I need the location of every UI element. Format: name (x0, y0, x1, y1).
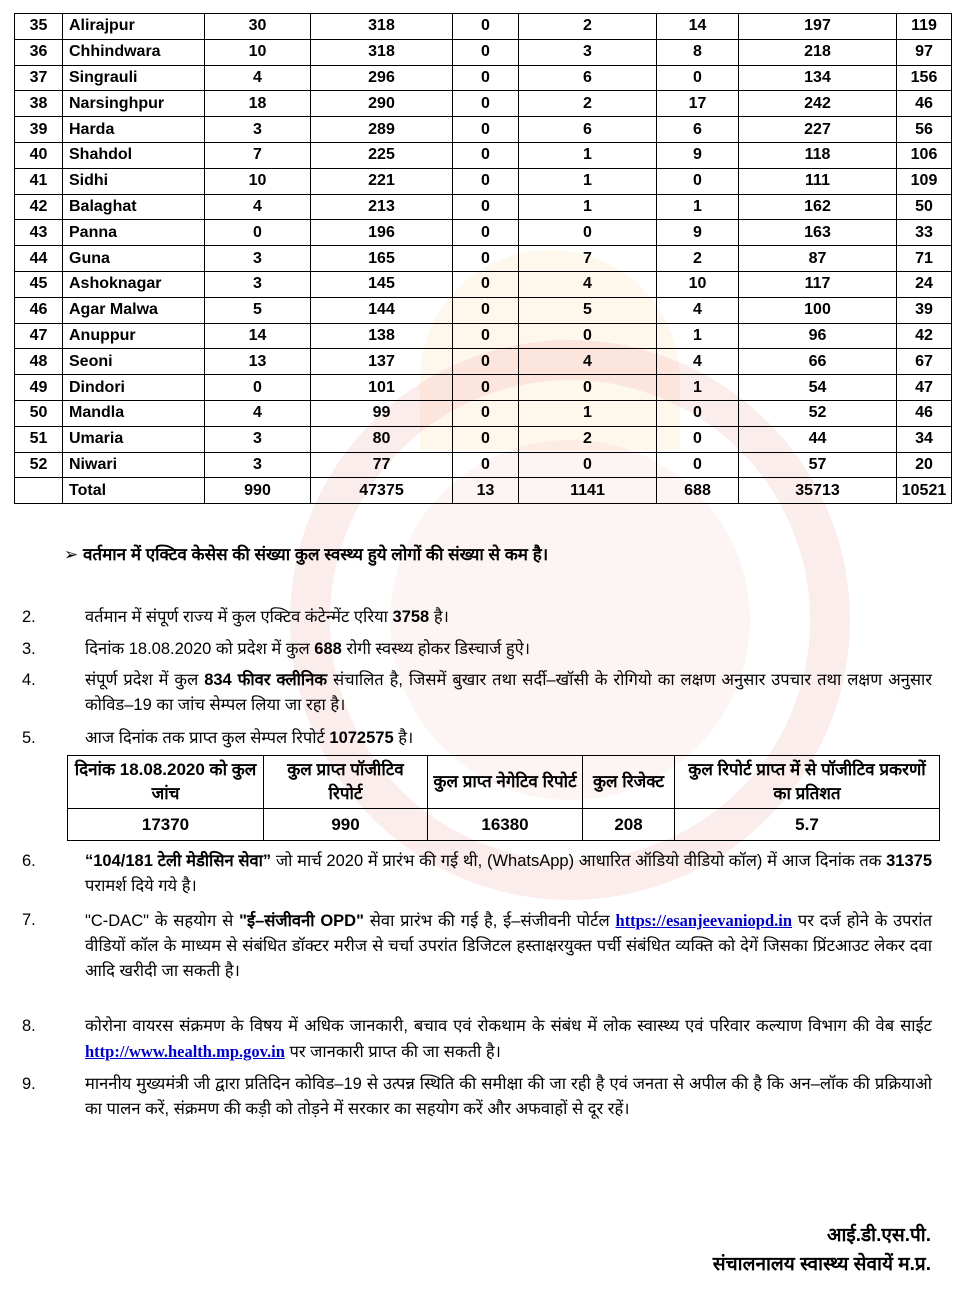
summary-header: कुल रिपोर्ट प्राप्त में से पॉजीटिव प्रकरणों का प्रतिशत (675, 756, 940, 809)
value-cell: 165 (311, 246, 453, 272)
value-cell: 4 (657, 349, 739, 375)
point-text: कोरोना वायरस संक्रमण के विषय में अधिक जानकारी, बचाव एवं रोकथाम के संबंध में लोक स्वास्थ्य एवं परिवार कल्याण विभाग की वेब साईट (85, 1017, 932, 1035)
serial-cell: 35 (15, 14, 63, 40)
table-row (15, 349, 952, 375)
district-name-cell: Umaria (63, 426, 205, 452)
value-cell: 227 (739, 117, 897, 143)
point-bold: "ई–संजीवनी OPD" (239, 912, 364, 930)
point-number: 9. (22, 1075, 36, 1093)
district-name-cell: Shahdol (63, 142, 205, 168)
value-cell: 3 (205, 246, 311, 272)
value-cell: 4 (205, 65, 311, 91)
serial-cell: 39 (15, 117, 63, 143)
value-cell: 4 (519, 271, 657, 297)
value-cell: 10 (657, 271, 739, 297)
value-cell: 221 (311, 168, 453, 194)
value-cell: 47375 (311, 478, 453, 504)
value-cell: 1 (519, 168, 657, 194)
serial-cell: 50 (15, 400, 63, 426)
table-row (15, 168, 952, 194)
point-text: "C-DAC" के सहयोग से (85, 912, 240, 930)
value-cell: 145 (311, 271, 453, 297)
point-number: 8. (22, 1017, 36, 1035)
value-cell: 0 (657, 65, 739, 91)
value-cell: 87 (739, 246, 897, 272)
serial-cell: 49 (15, 375, 63, 401)
value-cell: 66 (739, 349, 897, 375)
district-name-cell: Total (63, 478, 205, 504)
value-cell: 10521 (897, 478, 952, 504)
value-cell: 4 (205, 194, 311, 220)
value-cell: 218 (739, 39, 897, 65)
value-cell: 0 (519, 375, 657, 401)
value-cell: 5 (519, 297, 657, 323)
value-cell: 46 (897, 400, 952, 426)
value-cell: 163 (739, 220, 897, 246)
table-row (15, 39, 952, 65)
value-cell: 1 (657, 375, 739, 401)
summary-header: कुल प्राप्त नेगेटिव रिपोर्ट (428, 756, 583, 809)
value-cell: 3 (205, 426, 311, 452)
value-cell: 7 (519, 246, 657, 272)
value-cell: 290 (311, 91, 453, 117)
value-cell: 2 (519, 91, 657, 117)
district-name-cell: Balaghat (63, 194, 205, 220)
value-cell: 10 (205, 39, 311, 65)
value-cell: 0 (453, 349, 519, 375)
point-text: है। (429, 608, 449, 626)
value-cell: 6 (519, 117, 657, 143)
value-cell: 3 (205, 117, 311, 143)
signature-directorate: संचालनालय स्वास्थ्य सेवायें म.प्र. (712, 1254, 931, 1275)
district-name-cell: Niwari (63, 452, 205, 478)
value-cell: 13 (205, 349, 311, 375)
value-cell: 196 (311, 220, 453, 246)
point-text: आज दिनांक तक प्राप्त कुल सेम्पल रिपोर्ट (85, 729, 330, 747)
summary-value: 17370 (68, 809, 264, 841)
value-cell: 109 (897, 168, 952, 194)
table-row (15, 91, 952, 117)
value-cell: 0 (453, 14, 519, 40)
summary-table (67, 755, 940, 841)
value-cell: 0 (453, 117, 519, 143)
district-name-cell: Anuppur (63, 323, 205, 349)
point-number: 2. (22, 608, 36, 626)
value-cell: 47 (897, 375, 952, 401)
value-cell: 117 (739, 271, 897, 297)
value-cell: 0 (453, 452, 519, 478)
value-cell: 0 (657, 426, 739, 452)
district-name-cell: Panna (63, 220, 205, 246)
table-row (15, 400, 952, 426)
summary-header: कुल रिजेक्ट (583, 756, 675, 809)
table-row (15, 297, 952, 323)
point-text: पर जानकारी प्राप्त की जा सकती है। (284, 1043, 501, 1061)
value-cell: 71 (897, 246, 952, 272)
point-text: परामर्श दिये गये है। (85, 877, 197, 895)
value-cell: 30 (205, 14, 311, 40)
serial-cell: 52 (15, 452, 63, 478)
value-cell: 42 (897, 323, 952, 349)
value-cell: 0 (205, 220, 311, 246)
table-row (15, 117, 952, 143)
value-cell: 106 (897, 142, 952, 168)
point-bold: “104/181 टेली मेडीसिन सेवा” (85, 852, 272, 870)
value-cell: 8 (657, 39, 739, 65)
value-cell: 18 (205, 91, 311, 117)
table-row (15, 14, 952, 40)
value-cell: 4 (519, 349, 657, 375)
value-cell: 10 (205, 168, 311, 194)
point-number: 7. (22, 911, 36, 929)
serial-cell: 41 (15, 168, 63, 194)
value-cell: 97 (897, 39, 952, 65)
value-cell: 14 (657, 14, 739, 40)
point-bold: 31375 (886, 852, 933, 870)
value-cell: 0 (453, 246, 519, 272)
district-name-cell: Ashoknagar (63, 271, 205, 297)
value-cell: 77 (311, 452, 453, 478)
value-cell: 4 (657, 297, 739, 323)
value-cell: 6 (519, 65, 657, 91)
value-cell: 0 (453, 426, 519, 452)
value-cell: 137 (311, 349, 453, 375)
value-cell: 990 (205, 478, 311, 504)
district-name-cell: Dindori (63, 375, 205, 401)
value-cell: 54 (739, 375, 897, 401)
value-cell: 134 (739, 65, 897, 91)
value-cell: 144 (311, 297, 453, 323)
note-active-cases: ➢ वर्तमान में एक्टिव केसेस की संख्या कुल स्वस्थ्य हुये लोगों की संख्या से कम है। (64, 545, 549, 564)
serial-cell: 47 (15, 323, 63, 349)
serial-cell: 38 (15, 91, 63, 117)
district-table-body (15, 14, 952, 504)
point-text: संचालित है, जिसमें बुखार तथा सर्दी–खॉसी के रोगियो का लक्षण अनुसार उपचार तथा लक्षण अनुसार कोविड–19 का जांच सेम्पल लिया जा रहा है। (85, 671, 933, 714)
serial-cell: 48 (15, 349, 63, 375)
serial-cell: 42 (15, 194, 63, 220)
table-row (15, 323, 952, 349)
district-name-cell: Sidhi (63, 168, 205, 194)
value-cell: 9 (657, 220, 739, 246)
value-cell: 1 (657, 194, 739, 220)
value-cell: 14 (205, 323, 311, 349)
value-cell: 0 (453, 39, 519, 65)
value-cell: 162 (739, 194, 897, 220)
value-cell: 0 (453, 65, 519, 91)
serial-cell: 45 (15, 271, 63, 297)
value-cell: 225 (311, 142, 453, 168)
value-cell: 242 (739, 91, 897, 117)
value-cell: 0 (519, 323, 657, 349)
value-cell: 20 (897, 452, 952, 478)
value-cell: 17 (657, 91, 739, 117)
district-name-cell: Singrauli (63, 65, 205, 91)
value-cell: 4 (205, 400, 311, 426)
value-cell: 34 (897, 426, 952, 452)
district-name-cell: Chhindwara (63, 39, 205, 65)
summary-header: दिनांक 18.08.2020 को कुल जांच (68, 756, 264, 809)
table-row (15, 426, 952, 452)
value-cell: 3 (205, 271, 311, 297)
value-cell: 213 (311, 194, 453, 220)
value-cell: 35713 (739, 478, 897, 504)
table-row (15, 220, 952, 246)
serial-cell: 51 (15, 426, 63, 452)
value-cell: 0 (453, 220, 519, 246)
value-cell: 1 (657, 323, 739, 349)
serial-cell: 44 (15, 246, 63, 272)
value-cell: 46 (897, 91, 952, 117)
value-cell: 0 (453, 142, 519, 168)
value-cell: 0 (453, 323, 519, 349)
value-cell: 0 (453, 168, 519, 194)
value-cell: 6 (657, 117, 739, 143)
value-cell: 0 (453, 375, 519, 401)
serial-cell: 36 (15, 39, 63, 65)
point-text: पर दर्ज होने के उपरांत वीडियों कॉल के माध्यम से संबंधित डॉक्टर मरीज से चर्चा उपरांत डिजिटल हस्ताक्षरयुक्त पर्ची संबंधित व्यक्ति को देगें जिसका प्रिंटआउट लेकर दवा आदि खरीदी जा सकती है। (85, 912, 932, 980)
point-text: माननीय मुख्यमंत्री जी द्वारा प्रतिदिन कोविड–19 से उत्पन्न स्थिति की समीक्षा की जा रही है एवं जनता से अपील की है कि अन–लॉक की प्रक्रियाओ का पालन करें, संक्रमण की कड़ी को तोड़ने में सरकार का सहयोग करें और अफवाहों से दूर रहें। (85, 1075, 932, 1118)
table-row (15, 271, 952, 297)
table-row (15, 246, 952, 272)
district-name-cell: Narsinghpur (63, 91, 205, 117)
point-text: दिनांक 18.08.2020 को प्रदेश में कुल (85, 640, 315, 658)
value-cell: 0 (453, 400, 519, 426)
district-table (14, 13, 952, 504)
value-cell: 318 (311, 39, 453, 65)
summary-value: 208 (583, 809, 675, 841)
value-cell: 0 (453, 91, 519, 117)
table-row (15, 65, 952, 91)
value-cell: 67 (897, 349, 952, 375)
value-cell: 56 (897, 117, 952, 143)
value-cell: 96 (739, 323, 897, 349)
district-name-cell: Seoni (63, 349, 205, 375)
value-cell: 111 (739, 168, 897, 194)
value-cell: 5 (205, 297, 311, 323)
value-cell: 13 (453, 478, 519, 504)
value-cell: 1141 (519, 478, 657, 504)
serial-cell: 37 (15, 65, 63, 91)
district-name-cell: Harda (63, 117, 205, 143)
point-number: 4. (22, 671, 36, 689)
value-cell: 0 (453, 194, 519, 220)
table-row (15, 452, 952, 478)
value-cell: 0 (453, 297, 519, 323)
value-cell: 44 (739, 426, 897, 452)
point-number: 6. (22, 852, 36, 870)
district-name-cell: Alirajpur (63, 14, 205, 40)
value-cell: 1 (519, 194, 657, 220)
value-cell: 0 (519, 452, 657, 478)
signature-idsp: आई.डी.एस.पी. (826, 1225, 931, 1246)
point-number: 3. (22, 640, 36, 658)
value-cell: 119 (897, 14, 952, 40)
value-cell: 0 (657, 400, 739, 426)
district-name-cell: Mandla (63, 400, 205, 426)
point-text: रोगी स्वस्थ्य होकर डिस्चार्ज हुऐ। (341, 640, 531, 658)
serial-cell: 40 (15, 142, 63, 168)
serial-cell (15, 478, 63, 504)
serial-cell: 43 (15, 220, 63, 246)
table-row (15, 142, 952, 168)
value-cell: 0 (205, 375, 311, 401)
value-cell: 289 (311, 117, 453, 143)
value-cell: 99 (311, 400, 453, 426)
value-cell: 118 (739, 142, 897, 168)
value-cell: 9 (657, 142, 739, 168)
district-name-cell: Guna (63, 246, 205, 272)
point-text: संपूर्ण प्रदेश में कुल (85, 671, 205, 689)
value-cell: 0 (519, 220, 657, 246)
point-text: वर्तमान में संपूर्ण राज्य में कुल एक्टिव कंटेन्मेंट एरिया (85, 608, 393, 626)
value-cell: 57 (739, 452, 897, 478)
health-mp-link[interactable]: http://www.health.mp.gov.in (85, 1042, 285, 1061)
point-bold: 834 फीवर क्लीनिक (204, 671, 328, 689)
value-cell: 52 (739, 400, 897, 426)
total-row (15, 478, 952, 504)
district-name-cell: Agar Malwa (63, 297, 205, 323)
value-cell: 156 (897, 65, 952, 91)
value-cell: 33 (897, 220, 952, 246)
value-cell: 0 (657, 168, 739, 194)
summary-header: कुल प्राप्त पॉजीटिव रिपोर्ट (264, 756, 428, 809)
value-cell: 101 (311, 375, 453, 401)
point-bold: 3758 (392, 608, 430, 626)
value-cell: 7 (205, 142, 311, 168)
value-cell: 2 (519, 426, 657, 452)
value-cell: 197 (739, 14, 897, 40)
value-cell: 2 (519, 14, 657, 40)
value-cell: 3 (205, 452, 311, 478)
value-cell: 1 (519, 400, 657, 426)
point-text: जो मार्च 2020 में प्रारंभ की गई थी, (WhatsApp) आधारित ऑडियो वीडियो कॉल) में आज दिनांक तक (271, 852, 887, 870)
point-bold: 688 (314, 640, 342, 658)
point-bold: 1072575 (329, 729, 394, 747)
point-text: सेवा प्रारंभ की गई है, ई–संजीवनी पोर्टल (363, 912, 616, 930)
value-cell: 39 (897, 297, 952, 323)
value-cell: 100 (739, 297, 897, 323)
value-cell: 24 (897, 271, 952, 297)
value-cell: 296 (311, 65, 453, 91)
summary-value: 990 (264, 809, 428, 841)
value-cell: 138 (311, 323, 453, 349)
table-row (15, 194, 952, 220)
table-row (15, 375, 952, 401)
value-cell: 0 (453, 271, 519, 297)
summary-value: 16380 (428, 809, 583, 841)
esanjeevani-link[interactable]: https://esanjeevaniopd.in (615, 911, 793, 930)
value-cell: 3 (519, 39, 657, 65)
value-cell: 0 (657, 452, 739, 478)
value-cell: 1 (519, 142, 657, 168)
point-text: है। (393, 729, 414, 747)
point-number: 5. (22, 729, 36, 747)
value-cell: 688 (657, 478, 739, 504)
serial-cell: 46 (15, 297, 63, 323)
value-cell: 2 (657, 246, 739, 272)
value-cell: 80 (311, 426, 453, 452)
value-cell: 318 (311, 14, 453, 40)
summary-value: 5.7 (675, 809, 940, 841)
value-cell: 50 (897, 194, 952, 220)
